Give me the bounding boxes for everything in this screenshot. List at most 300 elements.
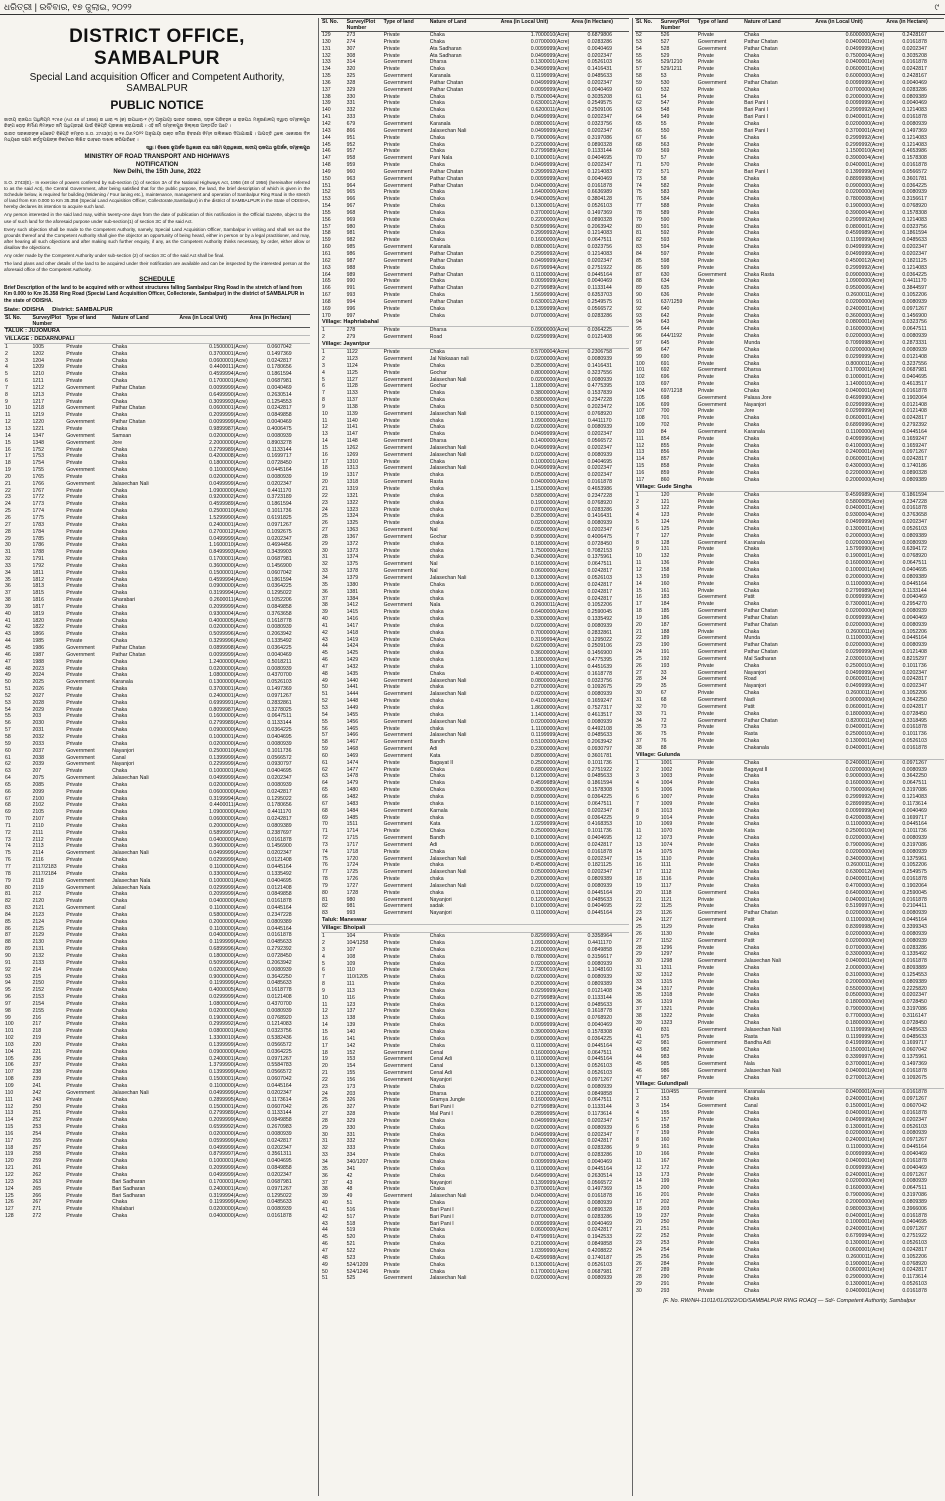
cell-area-hectare: 0.0283286 (587, 312, 612, 319)
cell-plot: 251 (660, 1226, 670, 1233)
cell-plot: 201 (660, 1192, 670, 1199)
cell-area-local: 0.5800000(Acre) (530, 492, 570, 499)
cell-nature: Chaka (744, 519, 760, 526)
cell-sl: 139 (322, 100, 331, 107)
cell-sl: 55 (636, 52, 642, 59)
cell-area-hectare: 0.0485633 (902, 1026, 927, 1033)
cell-area-hectare: 0.1902064 (902, 394, 927, 401)
cell-nature: Gochar (429, 533, 447, 540)
cell-nature: Dharsa (429, 1090, 447, 1097)
cell-area-hectare: 0.0202347 (902, 45, 927, 52)
table-row (321, 988, 629, 995)
cell-nature: Chaka (429, 1152, 445, 1159)
cell-area-local: 0.0400000(Acre) (530, 1193, 570, 1200)
cell-area-local: 0.0700000(Acre) (530, 1152, 570, 1159)
cell-sl: 68 (322, 807, 328, 814)
cell-nature: Chaka (429, 349, 445, 356)
village-label: Village: Gulundipali (635, 1081, 944, 1089)
cell-area-local: 0.1900000(Acre) (209, 1014, 248, 1021)
cell-area-local: 0.8399998(Acre) (845, 924, 885, 930)
cell-nature: Kata (429, 752, 441, 759)
table-row (4, 679, 310, 686)
cell-plot: 1477 (346, 766, 359, 773)
cell-area-hectare: 0.0161878 (902, 114, 927, 121)
cell-plot: 1125 (660, 903, 672, 910)
cell-plot: 154 (660, 1103, 670, 1110)
cell-nature: Chaka (112, 535, 128, 542)
cell-type: Private (66, 1103, 83, 1110)
cell-nature: Dharsa (429, 59, 447, 66)
cell-type: Private (697, 944, 714, 951)
cell-area-local: 0.7000000(Acre) (530, 629, 570, 636)
cell-area-local: 0.1600000(Acre) (209, 713, 248, 720)
cell-area-hectare: 0.1214083 (267, 1021, 292, 1028)
cell-area-hectare: 0.0566572 (587, 1179, 612, 1186)
cell-type: Private (697, 999, 714, 1006)
cell-sl: 46 (322, 1241, 328, 1248)
table-row (321, 903, 629, 910)
cell-area-local: 0.2400001(Acre) (845, 1171, 885, 1178)
cell-area-local: 0.1199999(Acre) (209, 1199, 248, 1206)
cell-plot: 1784 (32, 528, 45, 535)
col-nature: Nature of Land (111, 314, 178, 327)
cell-type: Private (383, 1227, 400, 1234)
cell-plot: 2155 (32, 1007, 45, 1014)
cell-nature: Patit (744, 594, 755, 601)
cell-nature: Chaka (429, 203, 445, 210)
cell-area-hectare: 0.0445164 (902, 580, 927, 587)
cell-area-local: 0.2400001(Acre) (845, 1137, 885, 1144)
table-row (635, 890, 944, 897)
cell-area-local: 0.4699990(Acre) (845, 394, 885, 401)
table-row (321, 356, 629, 363)
cell-area-hectare: 0.0242817 (902, 676, 927, 683)
cell-type: Government (697, 1060, 727, 1067)
cell-area-local: 1.0299999(Acre) (530, 821, 570, 828)
table-row (635, 738, 944, 745)
cell-area-hectare: 0.0647511 (587, 561, 612, 568)
cell-nature: Jalasechan Nali (429, 855, 467, 862)
cell-area-hectare: 0.2670983 (267, 1124, 292, 1131)
cell-area-hectare: 0.0768920 (587, 499, 612, 506)
cell-sl: 35 (322, 1165, 328, 1172)
cell-type: Private (383, 1213, 400, 1220)
cell-type: Private (383, 588, 400, 595)
cell-plot: 88 (660, 744, 667, 751)
cell-plot: 123 (660, 512, 670, 519)
cell-nature: Chaka (112, 857, 128, 864)
cell-nature: Chaka (112, 946, 128, 953)
cell-area-local: 0.0800000(Acre) (530, 677, 570, 684)
cell-area-hectare: 0.4411170 (902, 278, 927, 285)
cell-plot: 592 (660, 230, 670, 237)
table-row (635, 540, 944, 547)
cell-sl: 28 (322, 533, 328, 540)
cell-area-local: 0.2000000(Acre) (845, 573, 885, 580)
cell-area-hectare: 0.0445164 (587, 910, 612, 917)
cell-plot: 57 (660, 155, 667, 162)
cell-area-local: 0.0900000(Acre) (845, 182, 885, 189)
cell-nature: Karnala (429, 807, 448, 814)
cell-type: Government (383, 807, 413, 814)
cell-area-local: 0.0900000(Acre) (530, 1035, 570, 1042)
cell-area-local: 0.0400001(Acre) (845, 59, 885, 66)
cell-type: Private (697, 971, 714, 978)
cell-plot: 1466 (346, 732, 359, 739)
cell-nature: chaka (429, 622, 444, 629)
table-row (635, 1061, 944, 1068)
cell-sl: 15 (322, 1028, 328, 1035)
cell-type: Private (697, 422, 714, 429)
cell-nature: Jalasechan Nali (429, 1275, 467, 1282)
cell-nature: Chaka (429, 278, 445, 285)
cell-nature: Bari Pani I (744, 114, 769, 121)
cell-nature: Chaka (744, 525, 760, 532)
cell-area-hectare: 0.0364225 (587, 1035, 612, 1042)
cell-sl: 21 (636, 628, 642, 635)
cell-area-hectare: 0.0768920 (587, 410, 612, 417)
cell-nature: Chaka (112, 610, 128, 617)
cell-nature: Chaka (112, 1199, 128, 1206)
cell-area-hectare: 0.0768920 (902, 553, 927, 560)
table-row (4, 577, 310, 584)
cell-sl: 141 (322, 114, 331, 121)
cell-nature: Chaka (744, 724, 760, 731)
cell-plot: 1372 (346, 540, 359, 547)
cell-nature: Chaka (744, 1287, 760, 1294)
table-row (635, 704, 944, 711)
table-row (4, 604, 310, 611)
cell-plot: 110 (346, 967, 355, 974)
cell-nature: Chaka (744, 59, 760, 66)
table-row (4, 707, 310, 714)
cell-nature: Chaka (112, 1130, 128, 1137)
cell-area-local: 0.0499999(Acre) (209, 850, 248, 857)
cell-type: Private (697, 491, 714, 498)
cell-nature: Chaka (112, 501, 128, 508)
cell-sl: 5 (636, 787, 639, 794)
cell-type: Private (697, 1260, 714, 1267)
cell-plot: 1988 (32, 658, 45, 665)
cell-area-hectare: 0.1011736 (587, 759, 612, 766)
cell-type: Government (383, 841, 413, 848)
cell-plot: 185 (660, 608, 670, 615)
cell-nature: Chaka (744, 353, 760, 360)
cell-nature: Chaka (744, 264, 760, 271)
cell-nature: Chaka (429, 940, 445, 946)
cell-plot: 1262 (346, 444, 359, 451)
cell-plot: 278 (346, 327, 356, 334)
cell-sl: 7 (636, 800, 639, 807)
cell-type: Government (697, 539, 727, 546)
cell-plot: 1074 (660, 841, 673, 848)
cell-type: Private (66, 1192, 83, 1199)
cell-type: Private (383, 946, 400, 953)
cell-area-local: 0.4000005(Acre) (209, 617, 248, 624)
cell-sl: 162 (322, 257, 331, 264)
cell-area-hectare: 0.0364225 (267, 583, 292, 590)
cell-area-local: 0.1700001(Acre) (209, 556, 248, 563)
cell-area-local: 0.6499990(Acre) (209, 391, 248, 398)
cell-area-local: 0.8299990(Acre) (530, 933, 570, 940)
cell-plot: 975 (660, 1033, 670, 1040)
table-row (321, 954, 629, 961)
cell-plot: 1811 (32, 569, 44, 576)
cell-plot: 293 (660, 1287, 670, 1294)
table-row (635, 553, 944, 560)
cell-area-hectare: 0.0323756 (267, 1028, 292, 1035)
cell-type: Private (697, 305, 714, 312)
cell-area-local: 0.0600000(Acre) (209, 788, 248, 795)
cell-type: Private (66, 426, 83, 433)
cell-sl: 76 (322, 862, 328, 869)
cell-nature: Rasta (744, 1033, 758, 1040)
cell-nature: chaka (429, 725, 444, 732)
cell-plot: 1714 (346, 828, 359, 835)
cell-type: Private (697, 1219, 714, 1226)
cell-plot: 522 (346, 1247, 356, 1254)
cell-plot: 1321 (660, 1006, 673, 1013)
cell-area-local: 0.0499999(Acre) (845, 1116, 885, 1123)
col-plot: Survey/Plot Number (346, 19, 383, 32)
cell-nature: Chaka (112, 672, 128, 679)
table-row (321, 1084, 629, 1091)
cell-sl: 86 (5, 925, 11, 932)
cell-nature: Chaka (744, 821, 760, 828)
cell-type: Private (66, 788, 83, 795)
cell-type: Private (697, 848, 714, 855)
cell-area-local: 0.0299999(Acre) (530, 334, 570, 341)
cell-area-hectare: 0.0687981 (267, 378, 292, 385)
cell-type: Private (383, 1145, 400, 1152)
cell-area-hectare: 0.0687981 (587, 1268, 612, 1275)
cell-type: Government (383, 1275, 413, 1282)
cell-nature: chaka (429, 417, 444, 424)
cell-plot: 968 (346, 209, 356, 216)
cell-area-hectare: 0.1214083 (902, 134, 927, 141)
table-row (4, 536, 310, 543)
cell-nature: Chaka (429, 1186, 445, 1193)
cell-type: Private (383, 38, 400, 45)
cell-plot: 1753 (32, 453, 45, 460)
cell-type: Private (66, 412, 83, 419)
cell-area-local: 0.2700000(Acre) (530, 684, 570, 691)
cell-nature: Jalasechan Nali (112, 1089, 149, 1096)
cell-sl: 17 (5, 453, 11, 460)
cell-area-hectare: 0.0080939 (587, 1275, 612, 1282)
cell-plot: 2124 (32, 918, 45, 925)
table-row (321, 1077, 629, 1084)
cell-area-local: 0.0500000(Acre) (530, 869, 570, 876)
cell-area-local: 1.2400000(Acre) (209, 658, 248, 665)
cell-area-hectare: 0.2428167 (902, 32, 927, 38)
cell-type: Private (697, 449, 714, 456)
table-row (635, 869, 944, 876)
cell-type: Private (383, 1159, 400, 1165)
cell-plot: 43 (346, 1179, 353, 1186)
cell-area-local: 0.0600001(Acre) (845, 66, 885, 73)
cell-sl: 82 (5, 898, 11, 905)
cell-type: Private (697, 1233, 714, 1240)
cell-nature: Nala (429, 602, 441, 609)
cell-plot: 215 (32, 973, 42, 980)
cell-sl: 3 (636, 773, 639, 780)
table-row (321, 121, 629, 128)
cell-area-hectare: 0.0364225 (587, 793, 612, 800)
cell-nature: Chaka (112, 1144, 128, 1151)
cell-sl: 4 (636, 1109, 639, 1116)
cell-nature: Chaka (744, 1137, 760, 1144)
cell-plot: 2027 (32, 692, 45, 699)
cell-sl: 3 (322, 362, 325, 369)
table-row (635, 931, 944, 938)
table-row (635, 581, 944, 588)
cell-plot: 326 (346, 1097, 356, 1104)
cell-plot: 690 (660, 353, 670, 360)
table-row (635, 1178, 944, 1185)
cell-plot: 697 (660, 381, 670, 388)
cell-area-local: 0.4300000(Acre) (845, 463, 885, 470)
cell-area-local: 0.0900000(Acre) (530, 793, 570, 800)
cell-area-hectare: 0.2873331 (902, 339, 927, 346)
cell-area-local: 0.0400001(Acre) (845, 505, 885, 512)
cell-area-local: 0.4100000(Acre) (530, 698, 570, 705)
table-row (4, 912, 310, 919)
cell-area-hectare: 0.0242817 (902, 703, 927, 710)
table-row (321, 616, 629, 623)
cell-plot: 1005 (32, 343, 45, 350)
table-row (321, 507, 629, 514)
cell-sl: 24 (5, 501, 11, 508)
cell-plot: 1715 (346, 835, 359, 842)
cell-area-hectare: 0.0445164 (587, 1042, 612, 1049)
cell-sl: 26 (636, 930, 642, 937)
cell-area-hectare: 0.0161878 (902, 1287, 927, 1294)
cell-area-local: 1.0900000(Acre) (209, 487, 248, 494)
cell-sl: 13 (322, 431, 328, 438)
table-row (321, 390, 629, 397)
table-row (4, 789, 310, 796)
cell-plot: 952 (346, 141, 356, 148)
cell-area-hectare: 0.0526103 (587, 1261, 612, 1268)
cell-area-local: 0.1000000(Acre) (530, 835, 570, 842)
cell-sl: 168 (322, 298, 331, 305)
cell-area-local: 0.3900000(Acre) (530, 787, 570, 794)
table-row (635, 815, 944, 822)
cell-area-hectare: 0.0121408 (267, 884, 292, 891)
cell-sl: 135 (322, 73, 331, 80)
cell-plot: 530 (660, 79, 670, 86)
cell-area-hectare: 0.0080939 (587, 974, 612, 981)
cell-nature: Jalasechan Nali (744, 958, 781, 965)
cell-sl: 109 (5, 1083, 14, 1090)
cell-type: Private (66, 603, 83, 610)
cell-plot: 325 (346, 73, 356, 80)
cell-sl: 7 (322, 390, 325, 397)
table-row (635, 402, 944, 409)
cell-nature: Chaka (744, 628, 760, 635)
cell-nature: Chaka (112, 446, 128, 453)
cell-sl: 47 (636, 1074, 642, 1081)
taluk-label: TALUK : JUJOMURA (4, 327, 310, 335)
cell-plot: 1718 (346, 848, 359, 855)
cell-sl: 22 (5, 487, 11, 494)
cell-nature: Chaka (744, 512, 760, 519)
cell-area-local: 0.1900001(Acre) (845, 1260, 885, 1267)
cell-type: Private (697, 787, 714, 794)
cell-area-hectare: 0.0242817 (267, 788, 292, 795)
cell-plot: 2026 (32, 686, 45, 693)
cell-area-hectare: 0.2347228 (267, 911, 292, 918)
cell-type: Private (697, 209, 714, 216)
cell-nature: Chaka (112, 1213, 128, 1220)
table-row (321, 251, 629, 258)
cell-area-hectare: 0.0526103 (902, 525, 927, 532)
cell-plot: 1217 (32, 398, 45, 405)
cell-type: Private (383, 1152, 400, 1159)
table-row (321, 278, 629, 285)
cell-plot: 131 (660, 546, 670, 553)
cell-area-local: 0.1300001(Acre) (845, 738, 885, 745)
table-row (635, 395, 944, 402)
cell-sl: 6 (636, 1123, 639, 1130)
cell-sl: 11 (5, 412, 11, 419)
cell-type: Private (383, 458, 400, 465)
cell-area-local: 0.0900000(Acre) (530, 814, 570, 821)
cell-nature: Chaka (112, 686, 128, 693)
cell-area-hectare: 0.4653986 (587, 486, 612, 492)
cell-area-local: 0.7900006(Acre) (845, 787, 885, 794)
table-row (4, 1179, 310, 1186)
cell-type: Private (66, 1158, 83, 1165)
cell-area-local: 0.4400011(Acre) (209, 364, 248, 371)
table-row (321, 306, 629, 313)
table-row (635, 1281, 944, 1288)
cell-sl: 2 (636, 498, 639, 505)
cell-plot: 136 (660, 560, 670, 567)
cell-type: Private (383, 1247, 400, 1254)
cell-type: Private (383, 780, 400, 787)
cell-nature: Chaka (112, 1103, 128, 1110)
cell-area-local: 0.2400001(Acre) (209, 521, 248, 528)
cell-nature: Chaka (112, 816, 128, 823)
cell-sl: 40 (322, 1200, 328, 1207)
table-row (321, 602, 629, 609)
cell-sl: 4 (5, 364, 8, 371)
cell-area-hectare: 0.0202347 (587, 162, 612, 169)
cell-sl: 11 (322, 417, 328, 424)
table-row (4, 474, 310, 481)
cell-nature: Chaka (744, 1151, 760, 1157)
cell-type: Private (383, 362, 400, 369)
cell-type: Private (66, 1007, 83, 1014)
cell-area-hectare: 0.0121408 (267, 994, 292, 1001)
cell-plot: 630 (660, 271, 670, 278)
cell-area-hectare: 0.0202347 (902, 1116, 927, 1123)
cell-type: Private (66, 1144, 83, 1151)
cell-nature: Chaka (112, 562, 128, 569)
cell-area-local: 0.3499999(Acre) (530, 66, 570, 73)
cell-area-hectare: 0.1335492 (267, 638, 292, 645)
cell-type: Government (383, 855, 413, 862)
cell-sl: 129 (322, 32, 331, 38)
cell-nature: Pathar Chatan (429, 175, 464, 182)
cell-area-local: 0.0500000(Acre) (530, 855, 570, 862)
cell-area-local: 0.1300000(Acre) (209, 679, 248, 686)
cell-area-local: 1.1500010(Acre) (845, 148, 885, 155)
cell-area-hectare: 0.0849858 (267, 1165, 292, 1172)
cell-area-hectare: 0.0323756 (587, 120, 612, 127)
